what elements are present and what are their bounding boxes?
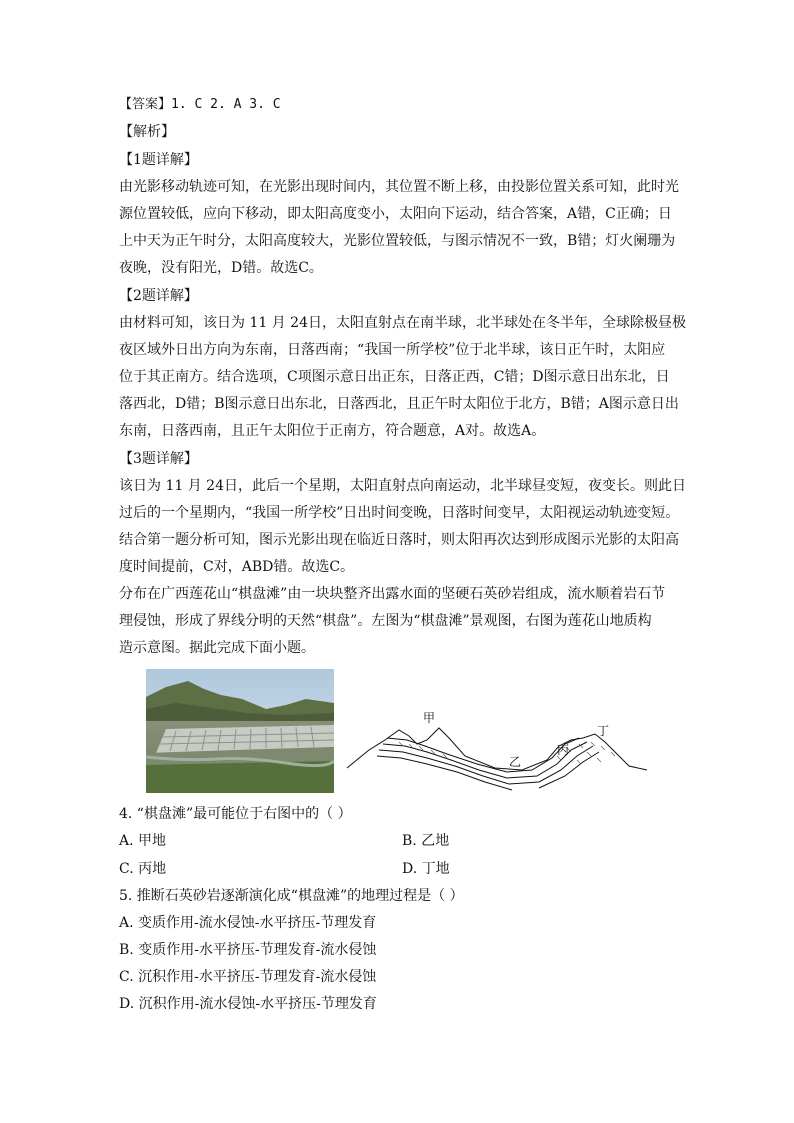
q1-line: 夜晚，没有阳光，D错。故选C。 <box>119 260 323 276</box>
q5-option-a: A. 变质作用-流水侵蚀-水平挤压-节理发育 <box>119 915 377 931</box>
q2-heading: 【2题详解】 <box>119 288 198 304</box>
q3-heading: 【3题详解】 <box>119 451 198 467</box>
label-jia: 甲 <box>423 711 436 725</box>
q1-line: 源位置较低，应向下移动，即太阳高度变小，太阳向下运动，结合答案，A错，C正确；日 <box>119 206 672 222</box>
q2-line: 由材料可知，该日为 11 月 24日，太阳直射点在南半球，北半球处在冬半年，全球除极昼极 <box>119 315 686 331</box>
q5-option-d: D. 沉积作用-流水侵蚀-水平挤压-节理发育 <box>119 996 377 1012</box>
q2-line: 夜区域外日出方向为东南，日落西南；“我国一所学校”位于北半球，该日正午时，太阳应 <box>119 342 666 358</box>
material-line: 理侵蚀，形成了界线分明的天然“棋盘”。左图为“棋盘滩”景观图，右图为莲花山地质构 <box>119 613 652 629</box>
q1-heading: 【1题详解】 <box>119 152 198 168</box>
answer-line: 【答案】1. C 2. A 3. C <box>119 97 281 112</box>
q5-stem: 5. 推断石英砂岩逐渐演化成“棋盘滩”的地理过程是（ ） <box>119 888 464 904</box>
geology-diagram <box>347 700 652 792</box>
q5-option-b: B. 变质作用-水平挤压-节理发育-流水侵蚀 <box>119 942 377 958</box>
q2-line: 东南，日落西南，且正午太阳位于正南方，符合题意，A对。故选A。 <box>119 423 546 439</box>
material-line: 分布在广西莲花山“棋盘滩”由一块块整齐出露水面的坚硬石英砂岩组成，流水顺着岩石节 <box>119 586 666 602</box>
q1-line: 由光影移动轨迹可知，在光影出现时间内，其位置不断上移，由投影位置关系可知，此时光 <box>119 179 679 195</box>
q3-line: 该日为 11 月 24日，此后一个星期，太阳直射点向南运动，北半球昼变短，夜变长。则此日 <box>119 478 686 494</box>
q4-option-d: D. 丁地 <box>402 861 450 877</box>
label-ding: 丁 <box>597 724 610 738</box>
landscape-photo <box>146 669 334 793</box>
q2-line: 落西北，D错；B图示意日出东北，日落西北，且正午时太阳位于北方，B错；A图示意日出 <box>119 396 679 412</box>
q1-line: 上中天为正午时分，太阳高度较大，光影位置较低，与图示情况不一致，B错；灯火阑珊为 <box>119 233 676 249</box>
q5-option-c: C. 沉积作用-水平挤压-节理发育-流水侵蚀 <box>119 969 377 985</box>
material-line: 造示意图。据此完成下面小题。 <box>119 640 315 656</box>
label-bing: 丙 <box>557 743 570 757</box>
q3-line: 过后的一个星期内，“我国一所学校”日出时间变晚，日落时间变早，太阳视运动轨迹变短。 <box>119 505 680 521</box>
analysis-heading: 【解析】 <box>119 124 175 140</box>
q4-option-c: C. 丙地 <box>119 861 167 877</box>
q3-line: 结合第一题分析可知，图示光影出现在临近日落时，则太阳再次达到形成图示光影的太阳高 <box>119 532 679 548</box>
q4-stem: 4. “棋盘滩”最可能位于右图中的（ ） <box>119 806 352 822</box>
q4-option-b: B. 乙地 <box>402 833 450 849</box>
q3-line: 度时间提前，C对，ABD错。故选C。 <box>119 559 355 575</box>
label-yi: 乙 <box>509 755 522 769</box>
q4-option-a: A. 甲地 <box>119 833 167 849</box>
q2-line: 位于其正南方。结合选项，C项图示意日出正东，日落正西，C错；D图示意日出东北，日 <box>119 369 670 385</box>
